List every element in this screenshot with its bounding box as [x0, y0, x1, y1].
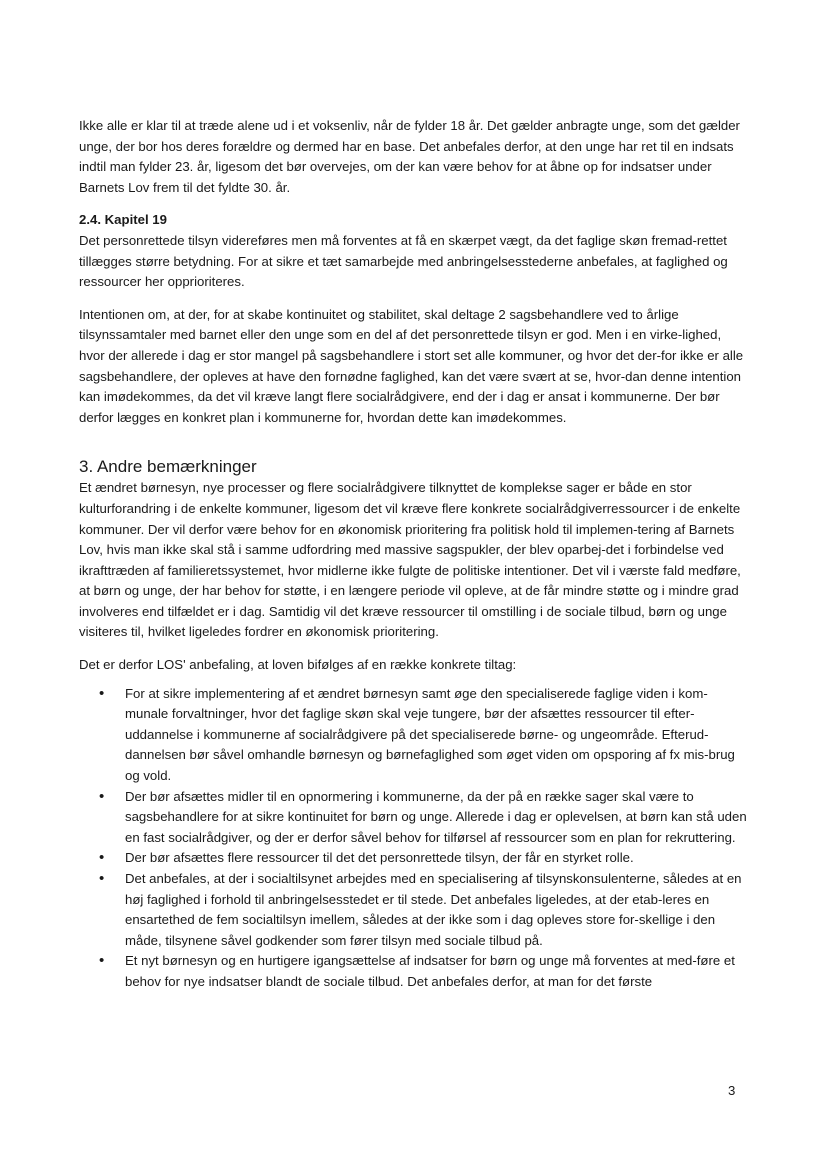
recommendation-list: [79, 684, 747, 993]
intro-paragraph: Ikke alle er klar til at træde alene ud i et voksenliv, når de fylder 18 år. Det gælder anbragte unge, som det gælder unge, der bor hos deres forældre og dermed har en base. Det anbefales derfor, at den unge har ret til en indsats indtil man fylder 23. år, ligesom det bør overvejes, om der kan være behov for at åbne op for indsatser under Barnets Lov frem til det fyldte 30. år.: [79, 118, 740, 195]
section-heading-2-4: 2.4. Kapitel 19: [79, 212, 167, 228]
section-2-4-paragraph: Intentionen om, at der, for at skabe kontinuitet og stabilitet, skal deltage 2 sagsbehandlere ved to årlige tilsynssamtaler med barnet eller den unge som en del af det personrettede tilsyn er god. Men i en virke-lighed, hvor der allerede i dag er stor mangel på sagsbehandlere i stort set alle kommuner, og hvor det der-for ikke er alle sagsbehandlere, der opleves at have den fornødne faglighed, kan det være svært at se, hvor-dan denne intention kan imødekommes, da det vil kræve langt flere socialrådgivere, end der i dag er ansat i kommunerne. Der bør derfor lægges en konkret plan i kommunerne for, hvordan dette kan imødekommes.: [79, 306, 744, 425]
list-item: • Der bør afsættes midler til en opnormering i kommunerne, da der på en række sager skal være to sagsbehandlere for at sikre kontinuitet for børn og unge. Allerede i dag er oplevelsen, at børn kan stå uden en fast socialrådgiver, og der er derfor såvel behov for tilførsel af ressourcer som en plan for rekruttering.: [79, 787, 747, 849]
section-3-paragraph: Det er derfor LOS' anbefaling, at loven bifølges af en række konkrete tiltag:: [79, 657, 517, 673]
section-2-4-paragraph: Det personrettede tilsyn videreføres men må forventes at få en skærpet vægt, da det faglige skøn fremad-rettet tillægges større betydning. For at sikre et tæt samarbejde med anbringelsesstederne anbefales, at faglighed og ressourcer her opprioriteres.: [79, 232, 728, 290]
list-item: • Der bør afsættes flere ressourcer til det det personrettede tilsyn, der får en styrket rolle.: [79, 848, 747, 869]
section-heading-3: 3. Andre bemærkninger: [79, 457, 257, 477]
list-item: • Et nyt børnesyn og en hurtigere igangsættelse af indsatser for børn og unge må forventes at med-føre et behov for nye indsatser blandt de sociale tilbud. Det anbefales derfor, at man for det første: [79, 951, 747, 992]
list-item: • Det anbefales, at der i socialtilsynet arbejdes med en specialisering af tilsynskonsulenterne, således at en høj faglighed i forhold til anbringelsesstedet er til stede. Det anbefales ligeledes, at der etab-leres en ensartethed de fem socialtilsyn imellem, således at der ikke som i dag opleves store for-skellige i den måde, tilsynene såvel godkender som fører tilsyn med sociale tilbud på.: [79, 869, 747, 951]
section-3-paragraph: Et ændret børnesyn, nye processer og flere socialrådgivere tilknyttet de komplekse sager er både en stor kulturforandring i de enkelte kommuner, ligesom det vil kræve flere konkrete socialrådgiverressourcer i de enkelte kommuner. Der vil derfor være behov for en økonomisk prioritering fra politisk hold til implemen-tering af Barnets Lov, hvis man ikke skal stå i samme udfordring med massive sagspukler, der blev oparbej-det i forbindelse ved ikrafttræden af familieretssystemet, hvor midlerne ikke fulgte de politiske intentioner. Det vil i værste fald medføre, at børn og unge, der har behov for støtte, i en længere periode vil opleve, at de får mindre støtte og i mindre grad involveres end tilfældet er i dag. Samtidig vil det kræve ressourcer til omstilling i de sociale tilbud, børn og unge visiteres til, hvilket ligeledes fordrer en økonomisk prioritering.: [79, 480, 741, 640]
document-page: [79, 116, 747, 993]
page-number: 3: [728, 1083, 736, 1098]
list-item: • For at sikre implementering af et ændret børnesyn samt øge den specialiserede faglige viden i kom-munale forvaltninger, hvor det faglige skøn skal veje tungere, bør der afsættes ressourcer til efter-uddannelse i kommunerne af socialrådgivere på det specialiserede børne- og ungeområde. Efterud-dannelsen bør såvel omhandle børnesyn og børnefaglighed som øget viden om opsporing af fx mis-brug og vold.: [79, 684, 747, 787]
